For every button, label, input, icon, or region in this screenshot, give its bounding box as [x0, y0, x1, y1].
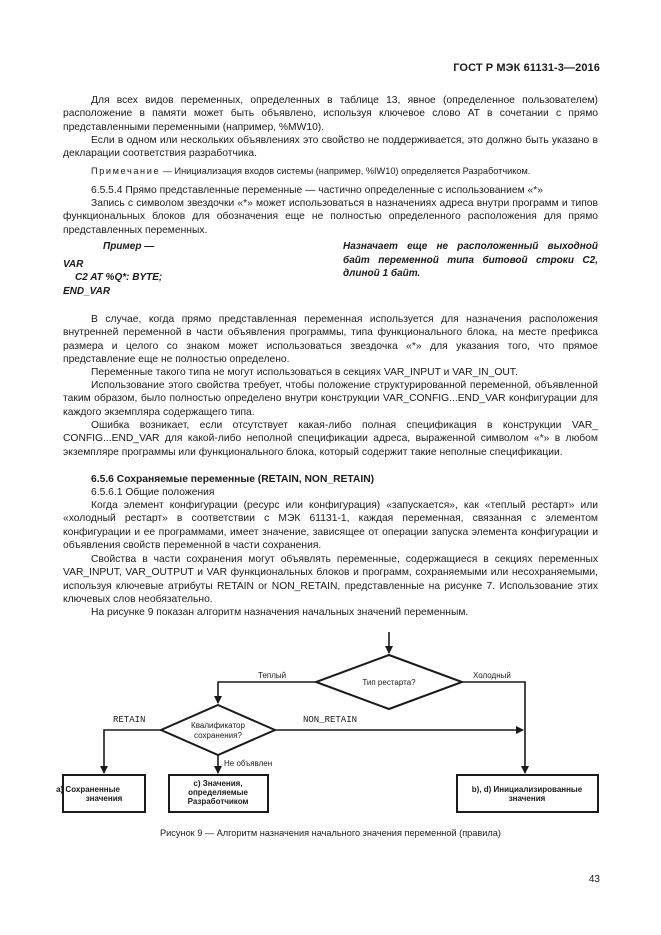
retain-label: RETAIN — [113, 715, 146, 725]
example-code-line: VAR — [63, 258, 84, 270]
qualifier-decision-label: сохранения? — [194, 731, 242, 740]
box-retained-values-text: значения — [85, 794, 123, 803]
box-initialized-values-text: b), d) Инициализированные — [471, 785, 583, 794]
cold-label: Холодный — [473, 671, 511, 680]
example-code-line: END_VAR — [63, 285, 111, 297]
note-label: Примечание — [91, 166, 161, 176]
standard-header: ГОСТ Р МЭК 61131-3—2016 — [453, 62, 600, 74]
example-label: Пример — — [103, 241, 155, 252]
flow-arrow — [104, 730, 161, 773]
page-number: 43 — [588, 874, 600, 885]
paragraph-var-input-restriction: Переменные такого типа не могут использоваться в секциях VAR_INPUT и VAR_IN_OUT. — [91, 367, 518, 378]
note-text: — Инициализация входов системы (например, %IW10) определяется Разработчиком. — [160, 166, 531, 176]
section-6-5-6-1-heading: 6.5.6.1 Общие положения — [91, 487, 215, 498]
paragraph-var-config: Использование этого свойства требует, чтобы положение структурированной переменной, объявленной таким образом, было полностью определено внутри конструкции VAR_CONFIG...END_VAR конфигурации для каждого экземпляра содержащего типа. — [63, 380, 598, 418]
section-6-5-5-4-heading: 6.5.5.4 Прямо представленные переменные — частично определенные с использованием «*» — [91, 185, 544, 196]
paragraph-retain-properties: Свойства в части сохранения могут объявлять переменные, содержащиеся в секциях переменных VAR_INPUT, VAR_OUTPUT и VAR функциональных блоков и программ, сохраняемыми или несохраняемыми, используя ключевые атрибуты RETAIN or NON_RETAIN, представленные на рисунке 7. Использование этих ключевых слов необязательно. — [63, 554, 598, 605]
flow-arrow — [218, 682, 316, 703]
paragraph-internal-variable: В случае, когда прямо представленная переменная используется для назначения расположения внутренней переменной в части объявления программы, типа функционального блока, на месте префикса размера и целого со знаком может использоваться звездочка «*» для указания того, что прямое представление еще не полностью определено. — [63, 314, 598, 365]
paragraph-restart: Когда элемент конфигурации (ресурс или конфигурация) «запускается», как «теплый рестарт» или «холодный рестарт» в соответствии с МЭК 61131-1, каждая переменная, связанная с элементом конфигурации и ее программами, имеет значение, зависящее от операции запуска элемента конфигурации и объявления свойств переменной в части сохранения. — [63, 500, 598, 551]
example-comment: Назначает еще не расположенный выходной байт переменной типа битовой строки C2, длиной 1 байт. — [343, 241, 598, 280]
flow-arrow — [462, 682, 525, 773]
paragraph-at-keyword: Для всех видов переменных, определенных в таблице 13, явное (определенное пользователем) расположение в памяти может быть объявлено, используя ключевое слово AT в сочетании с прямо представленными переменными (например, %MW10). — [63, 95, 598, 133]
box-retained-values-text: а) Сохраненные — [56, 785, 120, 794]
paragraph-figure-reference: На рисунке 9 показан алгоритм назначения начальных значений переменным. — [91, 607, 469, 618]
box-implementer-values-text: Разработчиком — [187, 797, 249, 806]
qualifier-decision-label: Квалификатор — [191, 721, 245, 730]
box-initialized-values-text: значения — [508, 794, 546, 803]
warm-label: Теплый — [258, 671, 287, 680]
paragraph-asterisk-notation: Запись с символом звездочки «*» может использоваться в назначениях адреса внутри программ и типов функциональных блоков для обозначения еще не полностью определенного расположения для прямо представленных переменных. — [63, 198, 598, 236]
paragraph-error: Ошибка возникает, если отсутствует какая-либо полная спецификация в конструкции VAR_ CONFIG...END_VAR для какой-либо неполной спецификации адреса, выраженной символом «*» в любом экземпляре программы или функционального блока, который содержит такие неполные спецификации. — [63, 420, 598, 458]
box-implementer-values-text: определяемые — [188, 788, 248, 797]
non-retain-label: NON_RETAIN — [303, 715, 358, 725]
paragraph-not-supported: Если в одном или нескольких объявлениях это свойство не поддерживается, это должно быть указано в декларации соответствия разработчика. — [63, 135, 598, 160]
qualifier-decision-diamond — [161, 705, 275, 755]
figure-caption: Рисунок 9 — Алгоритм назначения начального значения переменной (правила) — [160, 828, 501, 838]
example-code-line: C2 AT %Q*: BYTE; — [75, 272, 163, 284]
box-implementer-values-text: с) Значения, — [193, 779, 243, 788]
section-6-5-6-heading: 6.5.6 Сохраняемые переменные (RETAIN, NON_RETAIN) — [91, 474, 375, 485]
restart-decision-label: Тип рестарта? — [362, 678, 416, 687]
not-declared-label: Не объявлен — [224, 759, 273, 768]
